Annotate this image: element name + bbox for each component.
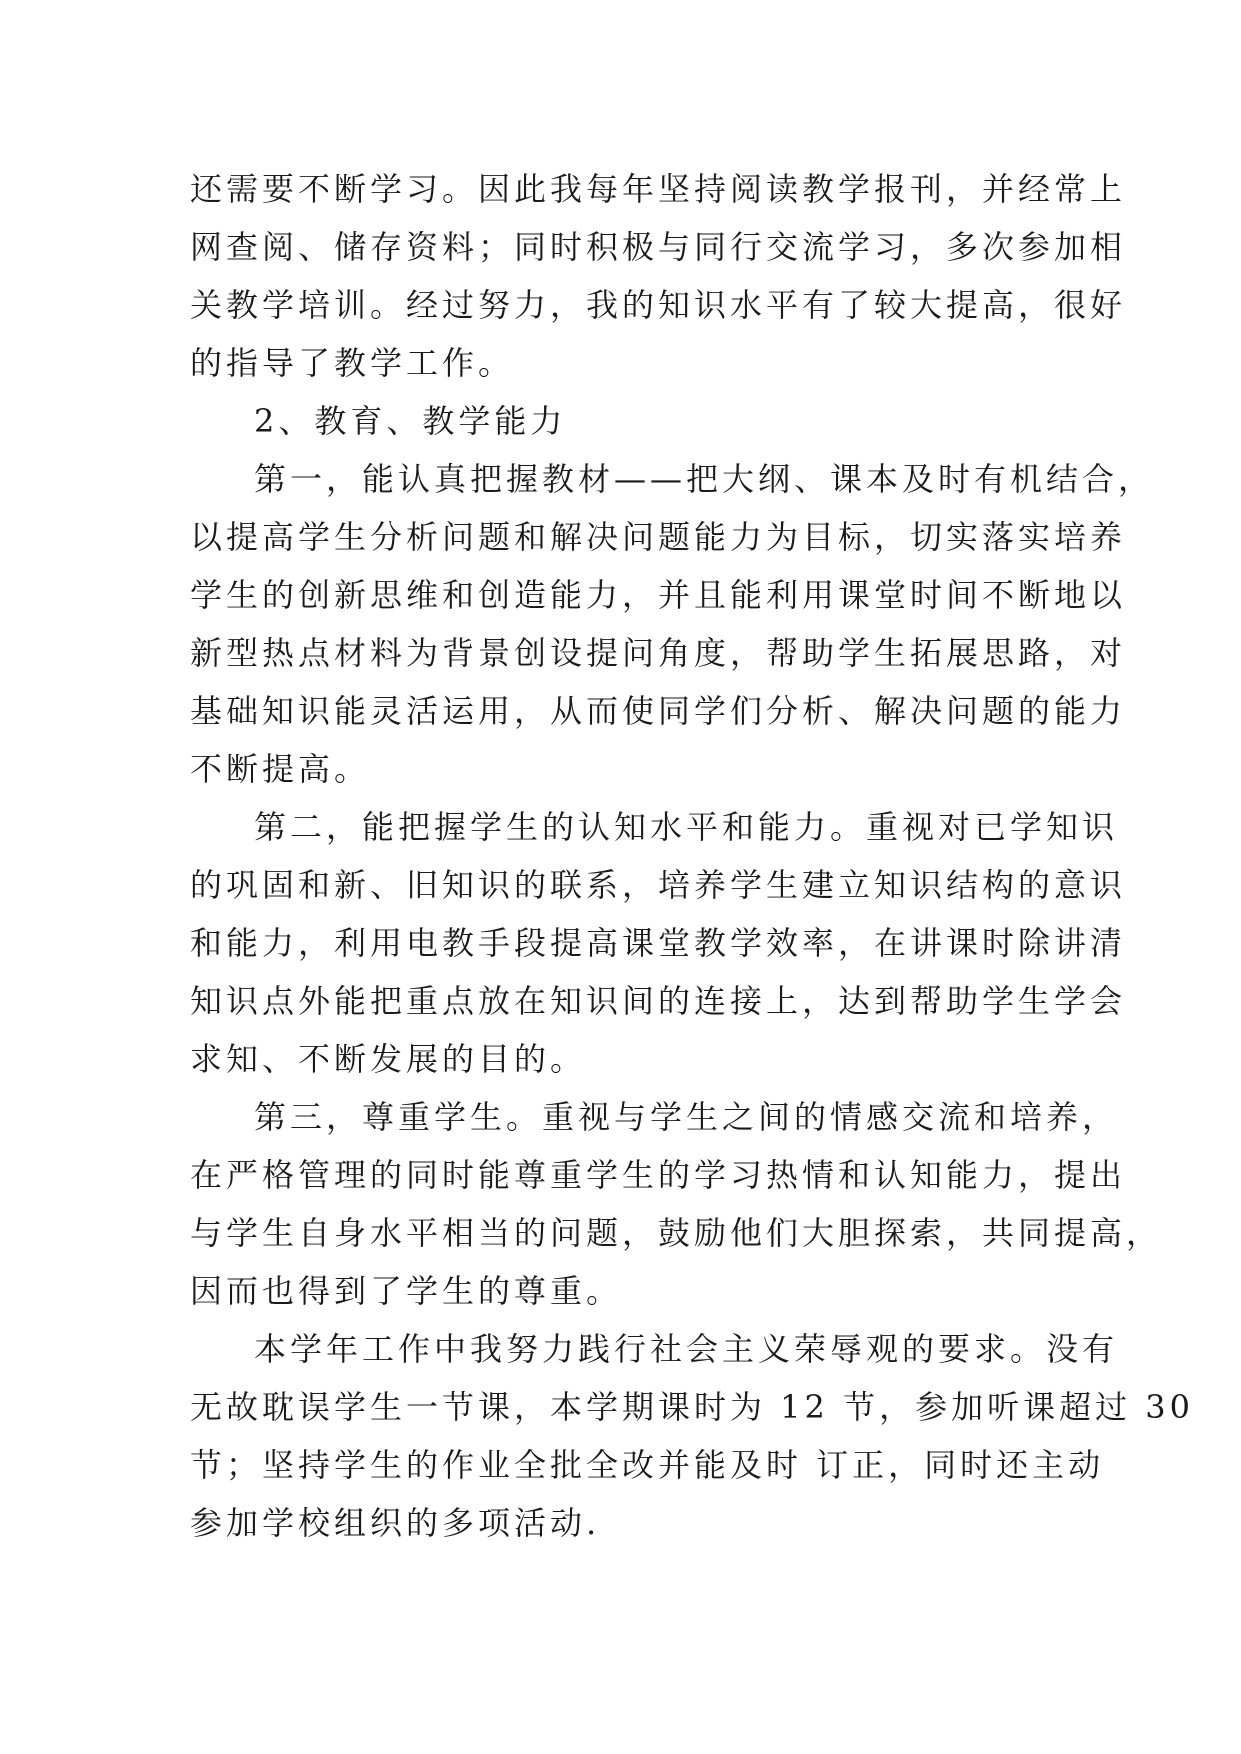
text-line: 新型热点材料为背景创设提问角度，帮助学生拓展思路，对 [190,634,1127,672]
text-line: 关教学培训。经过努力，我的知识水平有了较大提高，很好 [190,286,1127,324]
text-line: 的巩固和新、旧知识的联系，培养学生建立知识结构的意识 [190,866,1127,904]
text-line: 节；坚持学生的作业全批全改并能及时 订正，同时还主动 [190,1446,1105,1484]
text-line: 无故耽误学生一节课，本学期课时为 12 节，参加听课超过 30 [190,1388,1194,1426]
text-line: 第一，能认真把握教材——把大纲、课本及时有机结合， [254,460,1155,498]
text-line: 以提高学生分析问题和解决问题能力为目标，切实落实培养 [190,518,1127,556]
text-line: 第二，能把握学生的认知水平和能力。重视对已学知识 [254,808,1119,846]
text-line: 学生的创新思维和创造能力，并且能利用课堂时间不断地以 [190,576,1127,614]
text-line: 基础知识能灵活运用，从而使同学们分析、解决问题的能力 [190,692,1127,730]
text-line: 本学年工作中我努力践行社会主义荣辱观的要求。没有 [254,1330,1119,1368]
document-body [190,160,1194,1552]
text-line: 因而也得到了学生的尊重。 [190,1272,623,1310]
text-line: 知识点外能把重点放在知识间的连接上，达到帮助学生学会 [190,982,1127,1020]
text-line: 还需要不断学习。因此我每年坚持阅读教学报刊，并经常上 [190,170,1127,208]
text-line: 参加学校组织的多项活动. [190,1504,601,1542]
text-line: 求知、不断发展的目的。 [190,1040,587,1078]
text-line: 网查阅、储存资料；同时积极与同行交流学习，多次参加相 [190,228,1127,266]
text-line: 在严格管理的同时能尊重学生的学习热情和认知能力，提出 [190,1156,1127,1194]
text-line: 与学生自身水平相当的问题，鼓励他们大胆探索，共同提高， [190,1214,1163,1252]
text-line: 第三，尊重学生。重视与学生之间的情感交流和培养， [254,1098,1119,1136]
text-line: 和能力，利用电教手段提高课堂教学效率，在讲课时除讲清 [190,924,1127,962]
text-line: 不断提高。 [190,750,371,788]
text-line: 的指导了教学工作。 [190,344,515,382]
text-line: 2、教育、教学能力 [254,402,567,440]
